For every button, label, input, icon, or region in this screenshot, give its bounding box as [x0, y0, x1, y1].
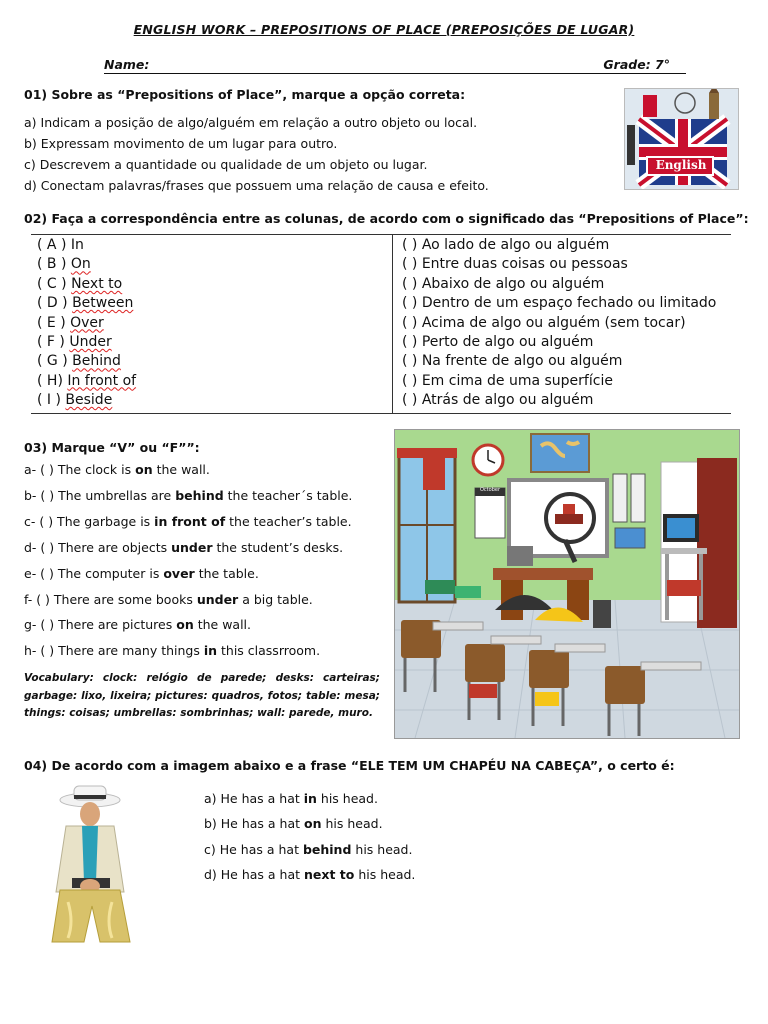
match-right-row[interactable]: ( ) Perto de algo ou alguém [402, 333, 594, 350]
name-field[interactable] [104, 57, 686, 74]
question-3: 03) Marque “V” ou “F””: [24, 440, 200, 455]
tf-item-c[interactable]: c- ( ) The garbage is in front of the teacher’s table. [24, 514, 352, 529]
match-right-row[interactable]: ( ) Atrás de algo ou alguém [402, 392, 594, 409]
match-right-row[interactable]: ( ) Dentro de um espaço fechado ou limitado [402, 295, 717, 312]
meanings-column [402, 237, 716, 412]
match-left-row: ( D ) Between [37, 295, 134, 312]
name-label: Name: [104, 57, 150, 72]
tf-item-e[interactable]: e- ( ) The computer is over the table. [24, 566, 259, 581]
match-left-row: ( E ) Over [37, 314, 104, 331]
q4-answer-c[interactable]: c) He has a hat behind his head. [204, 842, 413, 857]
match-left-row: ( I ) Beside [37, 392, 113, 409]
match-right-row[interactable]: ( ) Ao lado de algo ou alguém [402, 237, 610, 253]
q1-option-a[interactable]: a) Indicam a posição de algo/alguém em relação a outro objeto ou local. [24, 115, 478, 130]
q4-answer-b[interactable]: b) He has a hat on his head. [204, 816, 383, 831]
tf-item-g[interactable]: g- ( ) There are pictures on the wall. [24, 617, 251, 632]
column-divider [392, 235, 393, 413]
q1-option-c[interactable]: c) Descrevem a quantidade ou qualidade de um objeto ou lugar. [24, 157, 428, 172]
match-left-row: ( C ) Next to [37, 275, 123, 292]
tf-item-b[interactable]: b- ( ) The umbrellas are behind the teacher´s table. [24, 488, 353, 503]
tf-item-h[interactable]: h- ( ) There are many things in this classrroom. [24, 643, 321, 658]
match-left-row: ( H) In front of [37, 372, 137, 389]
match-right-row[interactable]: ( ) Abaixo de algo ou alguém [402, 275, 605, 292]
match-right-row[interactable]: ( ) Entre duas coisas ou pessoas [402, 256, 628, 273]
q1-option-d[interactable]: d) Conectam palavras/frases que possuem uma relação de causa e efeito. [24, 178, 489, 193]
q1-option-b[interactable]: b) Expressam movimento de um lugar para outro. [24, 136, 338, 151]
match-left-row: ( B ) On [37, 256, 91, 273]
grade-label: Grade: 7° [603, 57, 670, 72]
english-label: English [655, 158, 707, 172]
tf-item-d[interactable]: d- ( ) There are objects under the student’s desks. [24, 540, 344, 555]
question-2: 02) Faça a correspondência entre as colunas, de acordo com o significado das “Prepositions of Place”: [24, 211, 749, 226]
classroom-image [394, 429, 740, 739]
vocabulary-note: Vocabulary: clock: relógio de parede; desks: carteiras; garbage: lixo, lixeira; pictures: quadros, fotos; table: mesa; things: coisas; umbrellas: sombrinhas; wall: parede, muro. [24, 672, 380, 719]
matching-table [31, 234, 731, 414]
prepositions-column [37, 237, 136, 412]
match-left-row: ( A ) In [37, 237, 84, 253]
man-with-hat-image [38, 782, 142, 946]
match-left-row: ( F ) Under [37, 333, 112, 350]
match-right-row[interactable]: ( ) Em cima de uma superfície [402, 372, 613, 389]
match-right-row[interactable]: ( ) Na frente de algo ou alguém [402, 353, 623, 370]
question-1: 01) Sobre as “Prepositions of Place”, marque a opção correta: [24, 87, 466, 102]
calendar-label: October [479, 487, 500, 493]
tf-item-f[interactable]: f- ( ) There are some books under a big table. [24, 592, 313, 607]
q4-answer-d[interactable]: d) He has a hat next to his head. [204, 867, 416, 882]
tf-item-a[interactable]: a- ( ) The clock is on the wall. [24, 462, 210, 477]
match-right-row[interactable]: ( ) Acima de algo ou alguém (sem tocar) [402, 314, 686, 331]
question-4: 04) De acordo com a imagem abaixo e a frase “ELE TEM UM CHAPÉU NA CABEÇA”, o certo é: [24, 758, 675, 773]
q4-answer-a[interactable]: a) He has a hat in his head. [204, 791, 378, 806]
english-flag-image [624, 88, 739, 190]
match-left-row: ( G ) Behind [37, 353, 121, 370]
page-title: ENGLISH WORK – PREPOSITIONS OF PLACE (PREPOSIÇÕES DE LUGAR) [133, 22, 635, 37]
